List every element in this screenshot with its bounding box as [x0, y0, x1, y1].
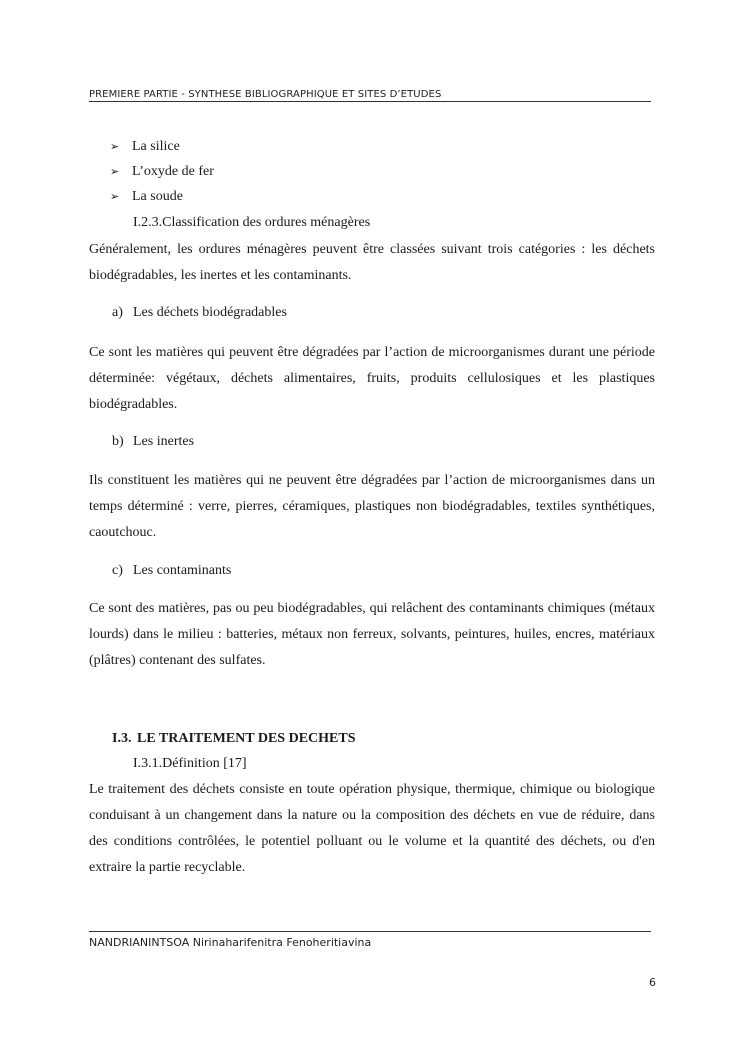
category-heading-biodegradables — [112, 305, 287, 321]
bullet-text: L’oxyde de fer — [132, 164, 214, 179]
definition-paragraph: Le traitement des déchets consiste en toute opération physique, thermique, chimique ou biologique conduisant à un changement dans la nature ou la composition des déchets en vue de réduire, dans des conditions contrôlées, le potentiel polluant ou le volume et la quantité des déchets, ou d'en extraire la partie recyclable. — [89, 782, 655, 875]
bullet-text: La soude — [132, 189, 183, 204]
bullet-item-silice — [110, 139, 180, 155]
list-marker: b) — [112, 434, 124, 449]
bullet-item-soude — [110, 189, 183, 205]
bullet-text: La silice — [132, 139, 180, 154]
section-number: I.3. — [112, 731, 132, 746]
section-title-i3 — [112, 731, 356, 747]
page-number: 6 — [649, 976, 656, 989]
bullet-arrow-icon: ➢ — [110, 140, 120, 153]
intro-paragraph: Généralement, les ordures ménagères peuvent être classées suivant trois catégories : les déchets biodégradables, les inertes et les contaminants. — [89, 242, 655, 283]
list-marker: a) — [112, 305, 123, 320]
bullet-item-oxyde — [110, 164, 214, 180]
category-paragraph-contaminants: Ce sont des matières, pas ou peu biodégradables, qui relâchent des contaminants chimiques (métaux lourds) dans le milieu : batteries, métaux non ferreux, solvants, peintures, huiles, encres, matériaux (plâtres) contenant des sulfates. — [89, 601, 655, 668]
list-marker: c) — [112, 563, 123, 578]
footer-divider — [89, 931, 651, 932]
category-title: Les contaminants — [133, 563, 232, 578]
bullet-arrow-icon: ➢ — [110, 190, 120, 203]
category-title: Les inertes — [133, 434, 195, 449]
category-paragraph-biodegradables: Ce sont les matières qui peuvent être dégradées par l’action de microorganismes durant une période déterminée: végétaux, déchets alimentaires, fruits, produits cellulosiques et les plastiques biodégradables. — [89, 345, 655, 412]
category-heading-contaminants — [112, 563, 231, 579]
running-header: PREMIERE PARTIE - SYNTHESE BIBLIOGRAPHIQUE ET SITES D’ETUDES — [89, 89, 651, 102]
bullet-arrow-icon: ➢ — [110, 165, 120, 178]
category-title: Les déchets biodégradables — [133, 305, 287, 320]
category-heading-inertes — [112, 434, 194, 450]
subsection-title-i23: I.2.3.Classification des ordures ménagères — [133, 215, 371, 230]
footer-author: NANDRIANINTSOA Nirinaharifenitra Fenoheritiavina — [89, 936, 372, 949]
category-paragraph-inertes: Ils constituent les matières qui ne peuvent être dégradées par l’action de microorganismes dans un temps déterminé : verre, pierres, céramiques, plastiques non biodégradables, textiles synthétiques, caoutchouc. — [89, 473, 655, 540]
section-title-text: LE TRAITEMENT DES DECHETS — [137, 731, 356, 746]
subsection-title-i31: I.3.1.Définition [17] — [133, 756, 247, 771]
